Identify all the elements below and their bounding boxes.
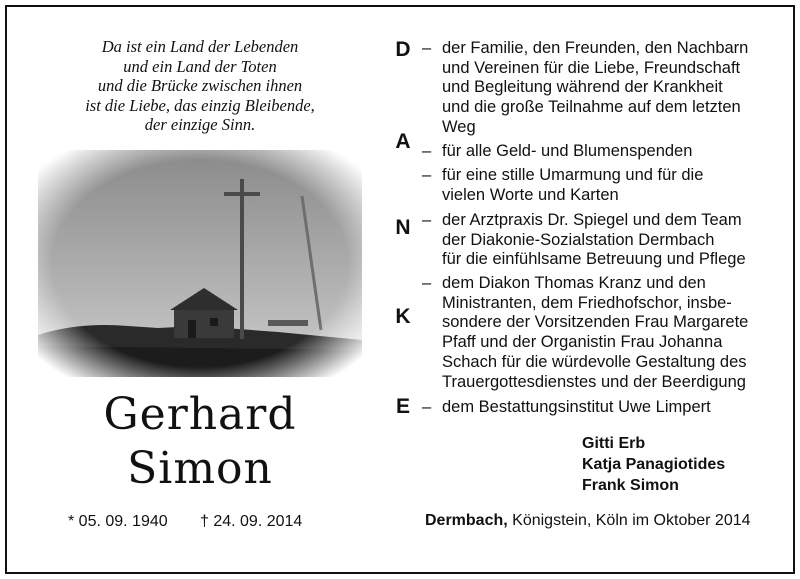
poem-line: ist die Liebe, das einzig Bleibende,	[85, 95, 315, 115]
signer-name: Frank Simon	[582, 477, 679, 494]
entry-dash: –	[422, 166, 432, 184]
dank-letter-n: N	[395, 216, 411, 239]
place-town: Dermbach,	[425, 512, 508, 529]
dank-letter-k: K	[395, 305, 411, 328]
entry-line: der Familie, den Freunden, den Nachbarn	[442, 39, 749, 57]
birth-date: * 05. 09. 1940	[68, 513, 168, 530]
entry-line: Pfaff und der Organistin Frau Johanna	[442, 333, 723, 352]
entry-line: Weg	[442, 117, 476, 136]
entry-line: der Diakonie-Sozialstation Dermbach	[442, 230, 715, 249]
entry-line: sondere der Vorsitzenden Frau Margarete	[442, 313, 749, 332]
poem-line: Da ist ein Land der Lebenden	[101, 37, 299, 56]
thanks-entry	[422, 211, 782, 270]
entry-line: und Begleitung während der Krankheit	[442, 78, 723, 97]
entry-line: vielen Worte und Karten	[442, 185, 619, 204]
chapel-cross-photo	[38, 150, 362, 377]
entry-line: für alle Geld- und Blumenspenden	[442, 142, 693, 160]
entry-line: dem Bestattungsinstitut Uwe Limpert	[442, 398, 711, 416]
deceased-last-name: Simon	[127, 443, 273, 494]
place-and-date	[425, 512, 751, 530]
thanks-entry	[422, 142, 782, 162]
signers-list	[582, 433, 725, 496]
thanks-entry	[422, 166, 782, 205]
memorial-poem	[38, 37, 362, 135]
poem-line: und die Brücke zwischen ihnen	[97, 76, 303, 96]
entry-line: und die große Teilnahme auf dem letzten	[442, 98, 741, 117]
entry-line: und Vereinen für die Liebe, Freundschaft	[442, 58, 741, 77]
dank-letter-a: A	[395, 130, 411, 153]
poem-line: und ein Land der Toten	[123, 56, 277, 76]
thanks-entry	[422, 398, 782, 418]
entry-dash: –	[422, 39, 432, 57]
thanks-entry	[422, 39, 782, 138]
entry-line: Trauergottesdienstes und der Beerdigung	[442, 372, 746, 391]
entry-line: für eine stille Umarmung und für die	[442, 166, 704, 184]
thanks-entry	[422, 274, 782, 392]
entry-line: Ministranten, dem Friedhofschor, insbe-	[442, 293, 732, 312]
dank-letter-e: E	[395, 395, 410, 418]
entry-line: Schach für die würdevolle Gestaltung des	[442, 352, 747, 371]
poem-line: der einzige Sinn.	[144, 115, 256, 135]
signer-name: Katja Panagiotides	[582, 456, 726, 473]
signer-name: Gitti Erb	[582, 435, 646, 452]
entry-line: der Arztpraxis Dr. Spiegel und dem Team	[442, 211, 742, 229]
dank-letter-d: D	[395, 38, 411, 61]
entry-dash: –	[422, 211, 432, 229]
place-rest: Königstein, Köln im Oktober 2014	[507, 512, 751, 529]
death-date: † 24. 09. 2014	[200, 513, 303, 530]
deceased-first-name: Gerhard	[103, 389, 297, 440]
entry-line: dem Diakon Thomas Kranz und den	[442, 274, 706, 292]
entry-dash: –	[422, 274, 432, 292]
entry-dash: –	[422, 398, 432, 416]
entry-dash: –	[422, 142, 432, 160]
entry-line: für die einfühlsame Betreuung und Pflege	[442, 250, 746, 269]
